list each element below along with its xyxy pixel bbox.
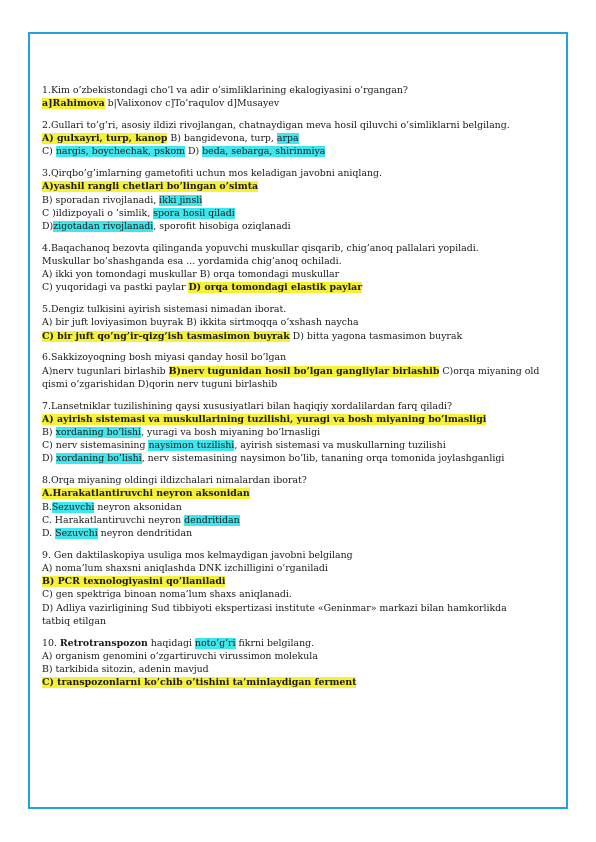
answer-c: C) yuqoridagi va pastki paylar: [42, 282, 189, 294]
answer-text: D): [42, 453, 57, 465]
highlight: dendritidan: [184, 514, 240, 526]
question-text: 2.Gullari to’g’ri, asosiy ildizi rivojlangan, chatnaydigan meva hosil qiluvchi o’simliklarni belgilang.: [42, 120, 510, 131]
answer-options: b|Valixonov c]To’raqulov d]Musayev: [104, 98, 280, 110]
answers-line: A) ikki yon tomondagi muskullar B) orqa tomondagi muskullar: [42, 269, 340, 281]
answer-c: [42, 514, 557, 527]
answer-d: [42, 220, 557, 233]
question-3: [42, 167, 557, 233]
answers-line: [42, 281, 557, 294]
question-6: [42, 351, 557, 391]
correct-answer: D) orqa tomondagi elastik paylar: [188, 282, 363, 294]
highlight: xordaning bo’lishi: [56, 453, 142, 465]
answer-c: [42, 207, 557, 220]
correct-answer: B) PCR texnologiyasini qo’llaniladi: [42, 576, 226, 588]
answers-line: [42, 132, 557, 145]
answer-text: D.: [42, 528, 56, 540]
question-text-part: fikrni belgilang.: [235, 637, 315, 649]
highlight: noto’g’ri: [195, 637, 236, 649]
question-text: Muskullar bo’shashganda esa ... yordamida chig’anoq ochiladi.: [42, 256, 342, 268]
question-text: 3.Qirqbo’g’imlarning gametofiti uchun mos keladigan javobni aniqlang.: [42, 168, 382, 180]
highlight: beda, sebarga, shirinmiya: [202, 146, 326, 158]
answer-a: A) organism genomini o’zgartiruvchi virussimon molekula: [42, 650, 318, 662]
answer-text: , sporofit hisobiga oziqlanadi: [153, 221, 291, 233]
question-text: 5.Dengiz tulkisini ayirish sistemasi nimadan iborat.: [42, 304, 287, 316]
highlight: Sezuvchi: [51, 501, 95, 513]
highlight: naysimon tuzilishi: [148, 440, 235, 452]
question-text: 6.Sakkizoyoqning bosh miyasi qanday hosil bo’lgan: [42, 352, 287, 364]
answer-c-d: C)orqa miyaning old qismi o’zgarishidan D)qorin nerv tuguni birlashib: [42, 365, 540, 390]
question-10: [42, 637, 557, 690]
answer-text: B): [42, 427, 56, 439]
question-9: [42, 549, 557, 628]
answer-b: [42, 426, 557, 439]
correct-answer: A) ayirish sistemasi va muskullarining tuzilishi, yuragi va bosh miyaning bo’lmasligi: [42, 413, 487, 425]
answer-text: , yuragi va bosh miyaning bo’lrnasligi: [141, 427, 321, 439]
answer-a: [42, 180, 557, 193]
correct-answer: a]Rahimova: [42, 98, 105, 110]
answer-d: D) bitta yagona tasmasimon buyrak: [289, 330, 463, 342]
answer-b: B) bangidevona, turp,: [167, 133, 277, 145]
question-term: Retrotranspozon: [59, 637, 148, 649]
answer-b: [42, 194, 557, 207]
correct-answer: A.Harakatlantiruvchi neyron aksonidan: [42, 488, 250, 500]
answer-c: [42, 676, 557, 689]
question-text: 8.Orqa miyaning oldingi ildizchalari nimalardan iborat?: [42, 475, 307, 487]
answers-line: A) bir juft loviyasimon buyrak B) ikkita sirtmoqqa o’xshash naycha: [42, 317, 359, 329]
highlight: Sezuvchi: [55, 528, 98, 540]
correct-answer: B)nerv tugunidan hosil bo’lgan gangliylar birlashib: [168, 365, 440, 377]
correct-answer: A)yashil rangli chetlari bo’lingan o’simta: [42, 181, 259, 193]
answer-d: [42, 452, 557, 465]
answer-text: , ayirish sistemasi va muskullarning tuzilishi: [234, 440, 446, 452]
question-2: [42, 119, 557, 159]
highlight: xordaning bo’lishi: [55, 427, 142, 439]
answer-b: B) tarkibida sitozin, adenin mavjud: [42, 664, 209, 676]
question-text: 1.Kim o’zbekistondagi cho’l va adir o’simliklarining ekalogiyasini o’rgangan?: [42, 85, 408, 96]
highlight: nargis, boychechak, pskom: [55, 146, 186, 158]
answer-text: B) sporadan rivojlanadi,: [42, 194, 160, 206]
question-text-part: haqidagi: [147, 637, 195, 649]
answer-text: D): [42, 221, 54, 233]
question-number: 10.: [42, 637, 60, 649]
question-text: 7.Lansetniklar tuzilishining qaysi xususiyatlari bilan haqiqiy xordalilardan farq qiladi?: [42, 400, 453, 412]
answer-c: [42, 439, 557, 452]
answer-a: [42, 487, 557, 500]
question-1: [42, 84, 557, 110]
answer-d: D) Adliya vazirligining Sud tibbiyoti ekspertizasi institute «Geninmar» markazi bilan hamkorlikda: [42, 602, 507, 614]
answer-b: [42, 501, 557, 514]
answer-text: , nerv sistemasining naysimon bo’lib, tananing orqa tomonida joylashganligi: [141, 453, 505, 465]
answers-line: [42, 330, 557, 343]
question-text: 4.Baqachanoq bezovta qilinganda yopuvchi muskullar qisqarib, chig’anoq pallalari yopiladi.: [42, 242, 479, 254]
highlight: arpa: [276, 133, 299, 145]
answer-text: B.: [42, 501, 52, 513]
answer-a: [42, 413, 557, 426]
answer-text: neyron aksonidan: [94, 501, 182, 513]
answer-c: C) gen spektriga binoan noma’lum shaxs aniqlanadi.: [42, 589, 292, 601]
highlight: zigotadan rivojlanadi: [53, 221, 154, 233]
answer-b: [42, 575, 557, 588]
answers-line: [42, 97, 557, 110]
correct-answer: A) gulxayri, turp, kanop: [42, 133, 168, 145]
quiz-content: [42, 84, 557, 698]
question-4: [42, 242, 557, 295]
correct-answer: C) bir juft qo’ng’ir-qizg’ish tasmasimon buyrak: [42, 330, 290, 342]
answers-line: [42, 145, 557, 158]
question-text: [42, 637, 557, 650]
answers-line: [42, 365, 557, 391]
answer-a: A) noma’lum shaxsni aniqlashda DNK izchilligini o’rganiladi: [42, 563, 328, 575]
answer-d-label: D): [185, 146, 203, 158]
highlight: ikki jinsli: [159, 194, 203, 206]
answer-d-cont: tatbiq etilgan: [42, 615, 107, 627]
answer-d: [42, 527, 557, 540]
answer-text: C. Harakatlantiruvchi neyron: [42, 514, 185, 526]
answer-text: neyron dendritidan: [97, 528, 193, 540]
highlight: spora hosil qiladi: [153, 207, 235, 219]
question-text: 9. Gen daktilaskopiya usuliga mos kelmaydigan javobni belgilang: [42, 549, 353, 561]
question-7: [42, 400, 557, 466]
answer-text: C) nerv sistemasining: [42, 440, 149, 452]
answer-a: A)nerv tugunlari birlashib: [42, 365, 169, 377]
correct-answer: C) transpozonlarni ko’chib o’tishini ta’minlaydigan ferment: [42, 677, 357, 689]
question-5: [42, 303, 557, 343]
answer-c-label: C): [42, 146, 56, 158]
answer-text: C )ildizpoyali o ’simlik,: [42, 207, 154, 219]
question-8: [42, 474, 557, 540]
